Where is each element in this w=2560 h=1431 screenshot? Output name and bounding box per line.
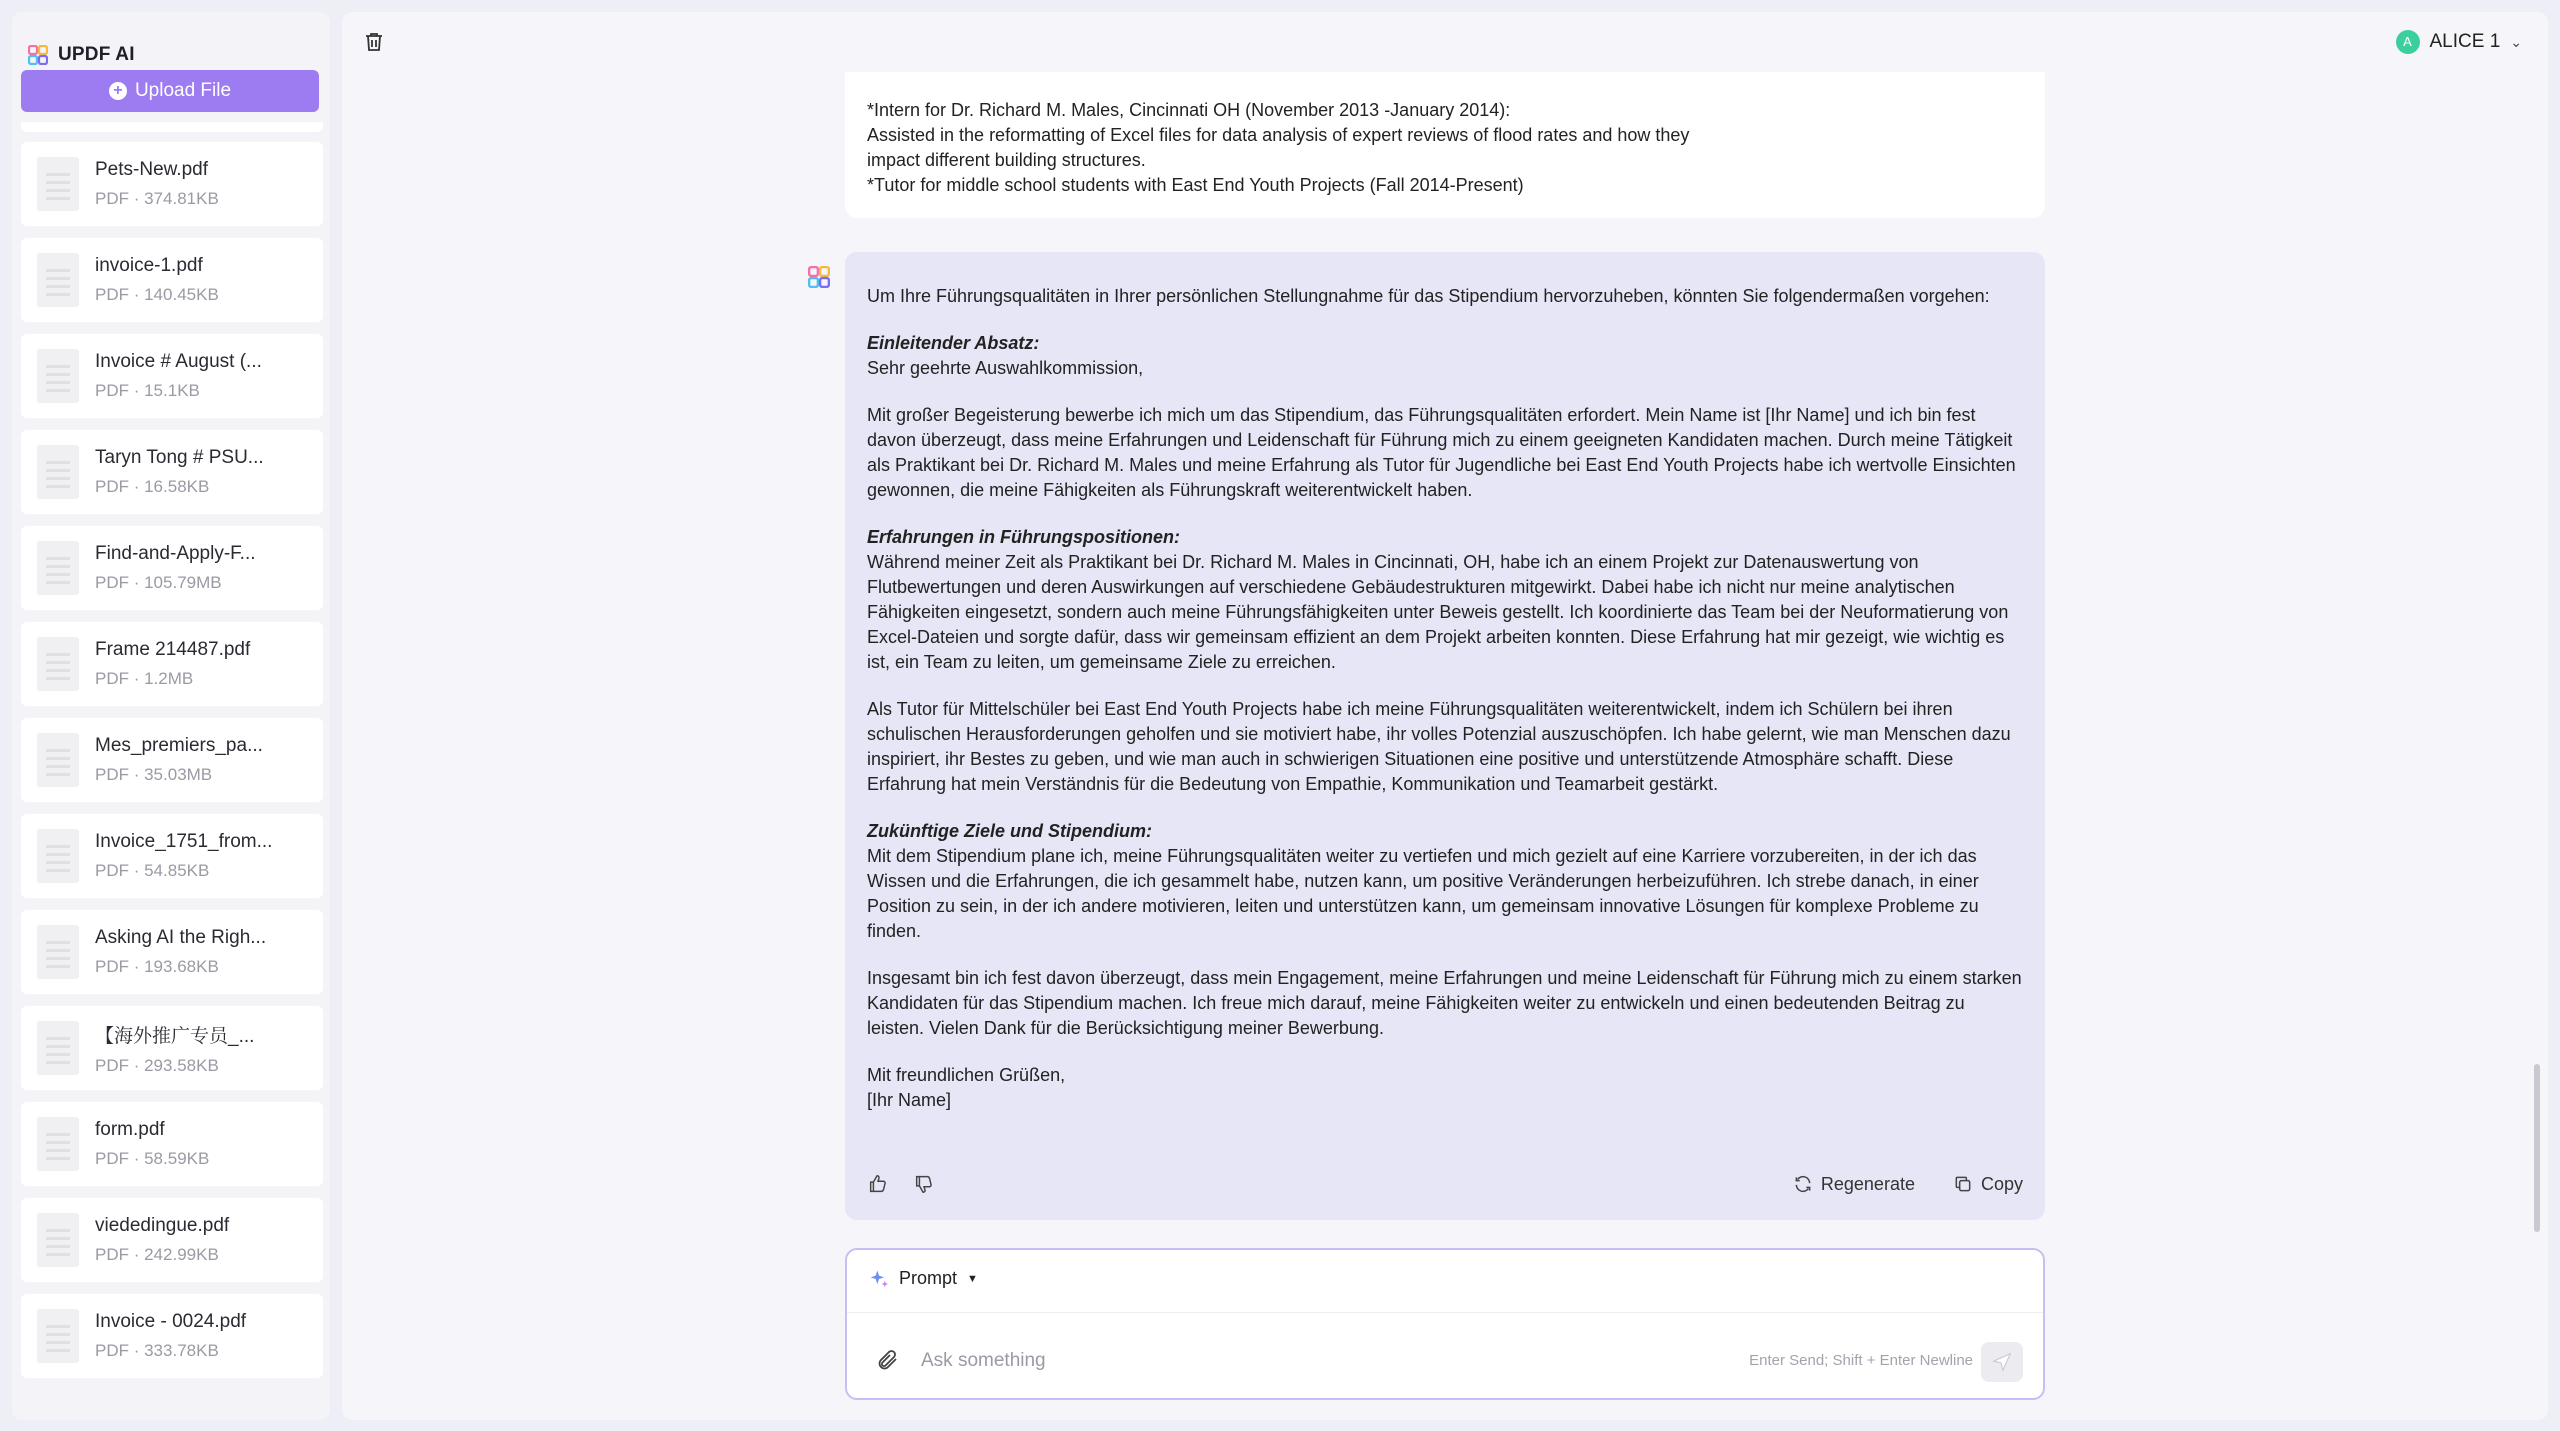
updf-logo-icon: [28, 45, 48, 65]
file-meta: PDF · 1.2MB: [95, 669, 194, 688]
file-card[interactable]: [21, 1294, 323, 1378]
file-card[interactable]: [21, 1102, 323, 1186]
file-name: Invoice # August (...: [95, 351, 262, 372]
thumbs-down-icon[interactable]: [913, 1173, 935, 1195]
pdf-file-icon: [37, 1213, 79, 1267]
regenerate-button[interactable]: [1793, 1172, 1915, 1197]
sparkle-icon: [869, 1269, 889, 1289]
brand: [28, 42, 135, 68]
file-meta: PDF · 54.85KB: [95, 861, 210, 880]
file-meta: PDF · 140.45KB: [95, 285, 219, 304]
file-card-partial[interactable]: [21, 122, 323, 132]
pdf-file-icon: [37, 1117, 79, 1171]
chat-composer: [845, 1248, 2045, 1400]
caret-down-icon: ▼: [967, 1272, 978, 1285]
file-card[interactable]: [21, 1198, 323, 1282]
ai-paragraph: Mit großer Begeisterung bewerbe ich mich um das Stipendium, das Führungsqualitäten erfordert. Mein Name ist [Ihr Name] und ich bin fest davon überzeugt, dass meine Erfahrungen und Leidenschaft für Führung mich zu einem geeigneten Kandidaten machen. Durch meine Tätigkeit als Praktikant bei Dr. Richard M. Males und meine Erfahrung als Tutor für Jugendliche bei East End Youth Projects habe ich wertvolle Einsichten gewonnen, die meine Fähigkeiten als Führungskraft weiterentwickelt haben.: [867, 405, 2016, 500]
file-meta: PDF · 58.59KB: [95, 1149, 210, 1168]
ai-paragraph: Als Tutor für Mittelschüler bei East End Youth Projects habe ich meine Führungsqualitäten weiterentwickelt, indem ich Schülern bei ihren schulischen Herausforderungen geholfen und sie motiviert habe, ihr volles Potenzial auszuschöpfen. Ich habe gelernt, wie man Menschen dazu inspiriert, ihr Bestes zu geben, und wie man auch in schwierigen Situationen eine positive und unterstützende Atmosphäre schafft. Diese Erfahrung hat mein Verständnis für die Bedeutung von Empathie, Kommunikation und Teamarbeit gestärkt.: [867, 699, 2011, 794]
chat-panel: [342, 12, 2548, 1420]
send-button[interactable]: [1981, 1342, 2023, 1382]
file-card[interactable]: [21, 1006, 323, 1090]
pdf-file-icon: [37, 1021, 79, 1075]
prompt-dropdown[interactable]: [869, 1268, 978, 1289]
divider: [847, 1312, 2043, 1313]
plus-circle-icon: +: [109, 82, 127, 100]
file-card[interactable]: [21, 526, 323, 610]
message-line: impact different building structures.: [867, 150, 1146, 170]
file-name: Invoice - 0024.pdf: [95, 1311, 247, 1332]
ai-paragraph: Sehr geehrte Auswahlkommission,: [867, 358, 1144, 378]
ai-paragraph: Mit dem Stipendium plane ich, meine Führungsqualitäten weiter zu vertiefen und mich gezielt auf eine Karriere vorzubereiten, in der ich das Wissen und die Erfahrungen, die ich gesammelt habe, nutzen kann, um positive Veränderungen herbeizuführen. Ich strebe danach, in einer Position zu sein, in der ich andere motivieren, leiten und unterstützen kann, um gemeinsam innovative Lösungen für komplexe Probleme zu finden.: [867, 846, 1979, 941]
regenerate-label: Regenerate: [1820, 1173, 1915, 1194]
thumbs-up-icon[interactable]: [867, 1173, 889, 1195]
section-heading: Erfahrungen in Führungspositionen:: [867, 527, 1180, 547]
refresh-icon: [1793, 1174, 1813, 1194]
file-name: Frame 214487.pdf: [95, 639, 251, 660]
file-name: 【海外推广专员_...: [95, 1025, 255, 1047]
copy-label: Copy: [1980, 1173, 2023, 1194]
message-line: *Intern for Dr. Richard M. Males, Cincinnati OH (November 2013 -January 2014):: [867, 100, 1511, 120]
pdf-file-icon: [37, 349, 79, 403]
file-meta: PDF · 293.58KB: [95, 1055, 219, 1075]
file-name: form.pdf: [95, 1119, 165, 1140]
file-name: Find-and-Apply-F...: [95, 543, 256, 564]
upload-file-button[interactable]: [21, 70, 319, 112]
file-meta: PDF · 242.99KB: [95, 1245, 219, 1264]
app-name: UPDF AI: [58, 44, 135, 65]
file-meta: PDF · 15.1KB: [95, 381, 200, 400]
ai-closing: Mit freundlichen Grüßen,: [867, 1065, 1066, 1085]
file-meta: PDF · 16.58KB: [95, 477, 210, 496]
copy-icon: [1953, 1174, 1973, 1194]
ai-paragraph: Während meiner Zeit als Praktikant bei Dr. Richard M. Males in Cincinnati, OH, habe ich an einem Projekt zur Datenauswertung von Flutbewertungen und deren Auswirkungen auf verschiedene Gebäudestrukturen mitgewirkt. Dabei habe ich nicht nur meine analytischen Fähigkeiten eingesetzt, sondern auch meine Führungsfähigkeiten unter Beweis gestellt. Ich koordinierte das Team bei der Neuformatierung von Excel-Dateien und sorgte dafür, dass wir gemeinsam effizient an dem Projekt arbeiten konnten. Diese Erfahrung hat mir gezeigt, wie wichtig es ist, ein Team zu leiten, um gemeinsame Ziele zu erreichen.: [867, 552, 2009, 672]
send-hint: Enter Send; Shift + Enter Newline: [1749, 1352, 1973, 1369]
section-heading: Einleitender Absatz:: [867, 333, 1040, 353]
message-actions: [867, 1172, 2023, 1196]
file-name: Taryn Tong # PSU...: [95, 447, 264, 468]
ai-paragraph: Insgesamt bin ich fest davon überzeugt, dass mein Engagement, meine Erfahrungen und meine Leidenschaft für Führung mich zu einem starken Kandidaten für das Stipendium machen. Ich freue mich darauf, meine Fähigkeiten weiter zu entwickeln und einen bedeutenden Beitrag zu leisten. Vielen Dank für die Berücksichtigung meiner Bewerbung.: [867, 968, 2022, 1038]
file-card[interactable]: [21, 910, 323, 994]
pdf-file-icon: [37, 1309, 79, 1363]
sidebar: [12, 12, 330, 1420]
file-card[interactable]: [21, 238, 323, 322]
pdf-file-icon: [37, 637, 79, 691]
avatar: A: [2396, 30, 2420, 54]
user-message: [845, 72, 2045, 218]
file-meta: PDF · 35.03MB: [95, 765, 213, 784]
file-name: invoice-1.pdf: [95, 255, 203, 276]
file-card[interactable]: [21, 334, 323, 418]
pdf-file-icon: [37, 733, 79, 787]
pdf-file-icon: [37, 445, 79, 499]
file-list[interactable]: [21, 122, 323, 1412]
ai-intro: Um Ihre Führungsqualitäten in Ihrer persönlichen Stellungnahme für das Stipendium hervorzuheben, könnten Sie folgendermaßen vorgehen:: [867, 286, 1990, 306]
chevron-down-icon: ⌄: [2510, 33, 2522, 50]
pdf-file-icon: [37, 925, 79, 979]
file-name: Invoice_1751_from...: [95, 831, 273, 852]
upload-file-label: Upload File: [134, 80, 232, 101]
pdf-file-icon: [37, 829, 79, 883]
message-line: *Tutor for middle school students with East End Youth Projects (Fall 2014-Present): [867, 175, 1524, 195]
prompt-label: Prompt: [899, 1268, 958, 1288]
copy-button[interactable]: [1953, 1172, 2023, 1197]
ai-assistant-icon: [808, 266, 830, 288]
ask-input[interactable]: [919, 1344, 1683, 1378]
file-card[interactable]: [21, 718, 323, 802]
file-meta: PDF · 333.78KB: [95, 1341, 219, 1360]
section-heading: Zukünftige Ziele und Stipendium:: [867, 821, 1152, 841]
file-name: Mes_premiers_pa...: [95, 735, 263, 756]
file-meta: PDF · 193.68KB: [95, 957, 219, 976]
file-meta: PDF · 374.81KB: [95, 189, 219, 208]
pdf-file-icon: [37, 541, 79, 595]
file-meta: PDF · 105.79MB: [95, 573, 222, 592]
file-name: Asking AI the Righ...: [95, 927, 267, 948]
send-icon: [1991, 1351, 2013, 1373]
file-card[interactable]: [21, 814, 323, 898]
pdf-file-icon: [37, 157, 79, 211]
trash-icon[interactable]: [362, 30, 386, 54]
user-name: ALICE 1: [2429, 31, 2501, 52]
paperclip-icon[interactable]: [875, 1348, 899, 1372]
file-card[interactable]: [21, 430, 323, 514]
ai-message: [845, 252, 2045, 1220]
user-menu[interactable]: [2396, 30, 2523, 54]
file-card[interactable]: [21, 622, 323, 706]
pdf-file-icon: [37, 253, 79, 307]
file-name: Pets-New.pdf: [95, 159, 208, 180]
message-line: Assisted in the reformatting of Excel files for data analysis of expert reviews of flood rates and how they: [867, 125, 1690, 145]
file-card[interactable]: [21, 142, 323, 226]
file-name: viededingue.pdf: [95, 1215, 230, 1236]
ai-signature: [Ihr Name]: [867, 1090, 952, 1110]
scrollbar[interactable]: [2534, 1064, 2540, 1232]
